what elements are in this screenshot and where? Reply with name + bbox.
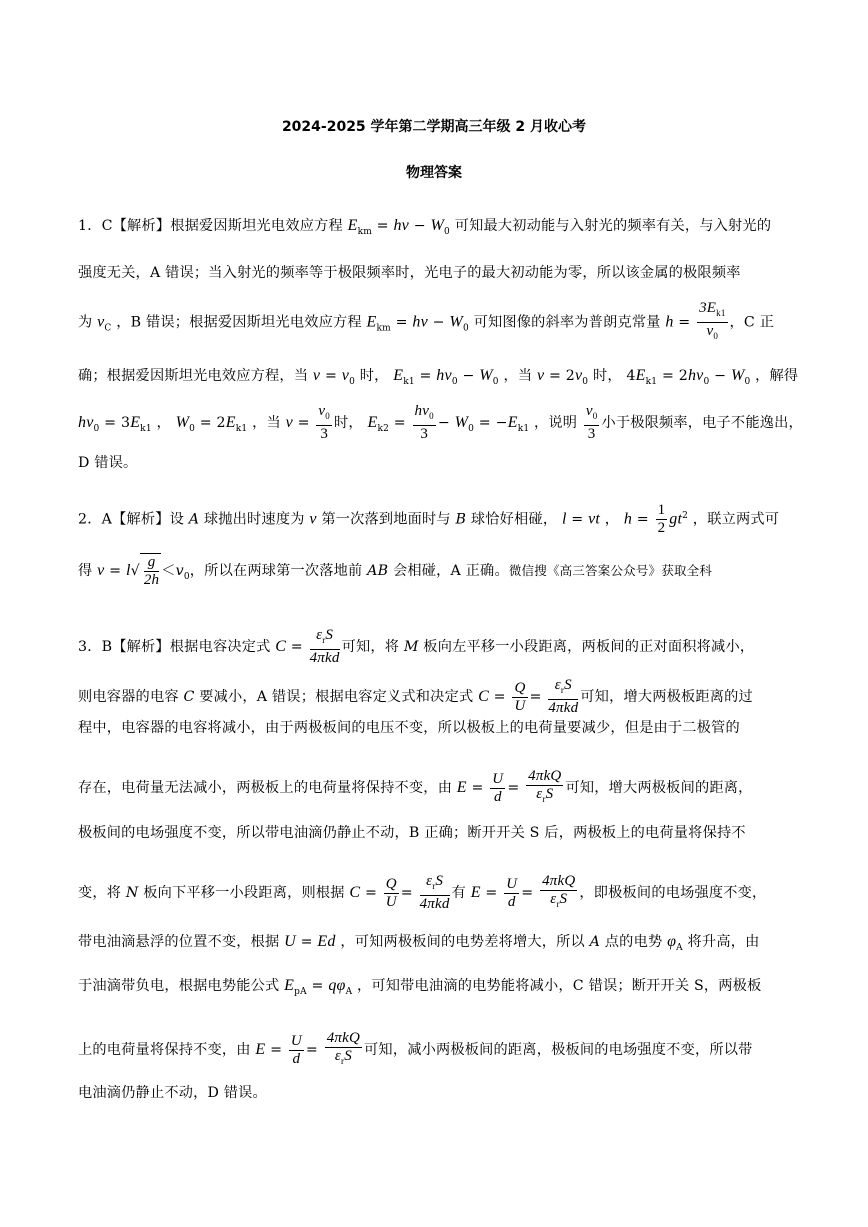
q1-line-1: 1．C【解析】根据爱因斯坦光电效应方程 $E_{km} = h\nu - W_0$ 可知最大初动能与入射光的频率有关，与入射光的 bbox=[78, 217, 772, 237]
q3-line-7: 带电油滴悬浮的位置不变，根据 U = Ed ，可知两极板间的电势差将增大，所以 A 点的电势 $\varphi_A$ 将升高，由 bbox=[78, 933, 760, 953]
q3-line-9: 上的电荷量将保持不变，由 E = $\frac{U}{d}$ = 4πkQ $\varepsilon_rS$ 可知，减小两极板间的距离，极板间的电场强度不变，所以带 bbox=[78, 1030, 753, 1067]
q2-line-1: 2．A【解析】设 A 球抛出时速度为 v 第一次落到地面时与 B 球恰好相碰， l = vt ， h = $\frac{1}{2}$ $gt^2$ ，联立两式可 bbox=[78, 502, 780, 536]
q1-line-4: 确；根据爱因斯坦光电效应方程，当 $\nu = \nu_0$ 时， $E_{k1} = h\nu_0 - W_0$ ，当 $\nu = 2\nu_0$ 时， $4E_{k1} = 2h\nu_0 - W_0$ ，解得 bbox=[78, 367, 799, 387]
q1-line-3: 为 $\nu_C$ ，B 错误；根据爱因斯坦光电效应方程 $E_{km} = h\nu - W_0$ 可知图像的斜率为普朗克常量 h = $\frac{3E_{k1}}{\nu_0}$ ，C 正 bbox=[78, 300, 775, 341]
document-title: 2024-2025 学年第二学期高三年级 2 月收心考 bbox=[281, 119, 587, 135]
q3-line-1: 3．B【解析】根据电容决定式 C = $\varepsilon_rS$ 4πkd 可知，将 M 板向左平移一小段距离，两板间的正对面积将减小， bbox=[78, 627, 755, 666]
q3-line-3: 程中，电容器的电容将减小，由于两极板间的电压不变，所以极板上的电荷量要减少，但是由于二极管的 bbox=[78, 720, 740, 736]
document-subtitle: 物理答案 bbox=[406, 165, 462, 181]
watermark-note: 微信搜《高三答案公众号》获取全科 bbox=[508, 563, 713, 578]
q3-line-10: 电油滴仍静止不动，D 错误。 bbox=[78, 1085, 267, 1101]
q3-line-6: 变，将 N 板向下平移一小段距离，则根据 C = $\frac{Q}{U}$ = $\varepsilon_rS$ 4πkd 有 E = $\frac{U}{d}$ = 4πkQ $\varepsilon_rS$ ，即极板间的电场强度不变， bbox=[78, 873, 767, 912]
q3-line-8: 于油滴带负电，根据电势能公式 $E_{pA} = q\varphi_A$ ，可知带电油滴的电势能将减小，C 错误；断开开关 S，两极板 bbox=[78, 977, 762, 997]
q3-line-4: 存在，电荷量无法减小，两极板上的电荷量将保持不变，由 E = $\frac{U}{d}$ = 4πkQ $\varepsilon_rS$ 可知，增大两极板间的距离， bbox=[78, 768, 753, 805]
q3-line-2: 则电容器的电容 C 要减小，A 错误；根据电容定义式和决定式 C = $\frac{Q}{U}$ = $\varepsilon_rS$ 4πkd 可知，增大两极板距离的过 bbox=[78, 677, 753, 716]
q1-line-6: D 错误。 bbox=[78, 455, 138, 471]
q1-line-5: $h\nu_0 = 3E_{k1}$ ， $W_0 = 2E_{k1}$ ，当 ν = $\frac{\nu_0}{3}$ 时， $E_{k2}$ = $\frac{h\nu_0}{3}$ − $W_0 = -E_{k1}$ ，说明 $\frac{\nu_0}{3}$ 小于极限频率，电子不能逸出， bbox=[78, 403, 803, 442]
q3-line-5: 极板间的电场强度不变，所以带电油滴仍静止不动，B 正确；断开开关 S 后，两极板上的电荷量将保持不 bbox=[78, 825, 746, 841]
q2-line-2: 得 v = l√ $\frac{g}{2h}$ $<v_0$，所以在两球第一次落地前 AB 会相碰，A 正确。微信搜《高三答案公众号》获取全科 bbox=[78, 554, 713, 588]
q1-line-2: 强度无关，A 错误；当入射光的频率等于极限频率时，光电子的最大初动能为零，所以该金属的极限频率 bbox=[78, 265, 741, 281]
